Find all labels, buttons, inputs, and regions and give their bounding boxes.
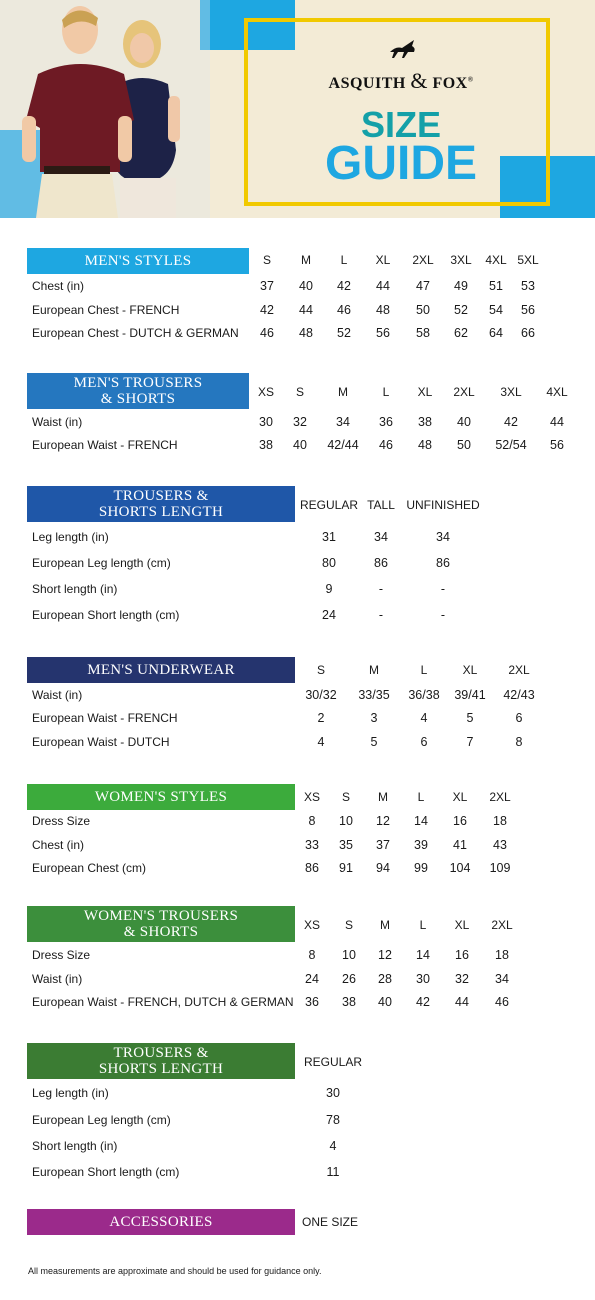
models-photo (0, 0, 210, 218)
section-header (27, 784, 295, 810)
fox-logo-icon (388, 38, 418, 60)
measurement-cell: 50 (457, 438, 471, 452)
measurement-cell: 42 (504, 415, 518, 429)
size-column-header: XL (462, 663, 478, 677)
measurement-cell: 35 (339, 838, 353, 852)
measurement-cell: 16 (455, 948, 469, 962)
row-label: European Leg length (cm) (32, 1113, 171, 1127)
measurement-cell: 86 (374, 556, 388, 570)
measurement-cell: 38 (342, 995, 356, 1009)
measurement-cell: 5 (370, 735, 378, 749)
measurement-cell: 42 (337, 279, 351, 293)
measurement-cell: 5 (466, 711, 474, 725)
measurement-cell: 32 (293, 415, 307, 429)
brand-logo (248, 68, 554, 94)
row-label: European Chest (cm) (32, 861, 147, 875)
section-header (27, 906, 295, 942)
measurement-cell: 8 (308, 814, 316, 828)
measurement-cell: - (378, 608, 384, 622)
row-label: Dress Size (32, 948, 91, 962)
size-column-header: 4XL (485, 253, 507, 267)
size-column-header: 3XL (500, 385, 522, 399)
measurement-cell: 12 (378, 948, 392, 962)
measurement-cell: 33/35 (358, 688, 390, 702)
size-column-header: M (301, 253, 311, 267)
section-title: MEN'S UNDERWEAR (87, 662, 235, 678)
measurement-cell: 39/41 (454, 688, 486, 702)
measurement-cell: 56 (521, 303, 535, 317)
size-column-header: TALL (367, 498, 395, 512)
row-label: European Leg length (cm) (32, 556, 171, 570)
section-title: WOMEN'S TROUSERS & SHORTS (83, 908, 239, 940)
title-size: SIZE (360, 104, 441, 145)
size-column-header: 2XL (412, 253, 434, 267)
section-header (27, 486, 295, 522)
size-column-header: M (338, 385, 348, 399)
measurement-cell: 33 (305, 838, 319, 852)
measurement-cell: 41 (453, 838, 467, 852)
measurement-cell: 30 (416, 972, 430, 986)
row-label: Waist (in) (32, 972, 83, 986)
measurement-cell: 36 (305, 995, 319, 1009)
row-label: Chest (in) (32, 279, 85, 293)
size-column-header: XL (454, 918, 470, 932)
size-column-header: L (419, 918, 427, 932)
measurement-cell: 4 (420, 711, 428, 725)
measurement-cell: 91 (339, 861, 353, 875)
row-label: European Waist - FRENCH, DUTCH & GERMAN (32, 995, 294, 1009)
header-banner (0, 0, 595, 218)
measurement-cell: 44 (550, 415, 564, 429)
size-column-header: M (380, 918, 390, 932)
measurement-cell: 49 (454, 279, 468, 293)
measurement-cell: 42/43 (503, 688, 535, 702)
measurement-cell: 10 (342, 948, 356, 962)
row-label: European Short length (cm) (32, 1165, 180, 1179)
brand-name-right: FOX (432, 75, 468, 92)
row-label: Chest (in) (32, 838, 85, 852)
size-column-header: ONE SIZE (301, 1215, 359, 1229)
size-column-header: S (316, 663, 326, 677)
brand-ampersand: & (410, 68, 428, 93)
footnote: All measurements are approximate and should be used for guidance only. (28, 1266, 322, 1276)
measurement-cell: - (440, 608, 446, 622)
size-column-header: XS (257, 385, 275, 399)
section-title: ACCESSORIES (109, 1214, 213, 1230)
measurement-cell: 4 (317, 735, 325, 749)
measurement-cell: 24 (305, 972, 319, 986)
measurement-cell: 52 (454, 303, 468, 317)
measurement-cell: 36/38 (408, 688, 440, 702)
measurement-cell: 34 (336, 415, 350, 429)
size-column-header: S (295, 385, 305, 399)
row-label: Dress Size (32, 814, 91, 828)
logo-frame (244, 18, 550, 206)
row-label: European Waist - FRENCH (32, 711, 178, 725)
measurement-cell: 42 (416, 995, 430, 1009)
measurement-cell: 11 (326, 1165, 340, 1179)
size-column-header: 5XL (517, 253, 539, 267)
measurement-cell: 43 (493, 838, 507, 852)
measurement-cell: 18 (493, 814, 507, 828)
size-column-header: XS (303, 790, 321, 804)
measurement-cell: 66 (521, 326, 535, 340)
measurement-cell: 104 (449, 861, 471, 875)
measurement-cell: 37 (376, 838, 390, 852)
size-column-header: S (344, 918, 354, 932)
section-header (27, 1209, 295, 1235)
measurement-cell: 12 (376, 814, 390, 828)
measurement-cell: 51 (489, 279, 503, 293)
size-column-header: L (340, 253, 348, 267)
size-column-header: 3XL (450, 253, 472, 267)
section-title: TROUSERS & SHORTS LENGTH (98, 1045, 224, 1077)
size-column-header: M (369, 663, 379, 677)
measurement-cell: 36 (379, 415, 393, 429)
measurement-cell: 34 (436, 530, 450, 544)
section-title: MEN'S STYLES (84, 253, 192, 269)
measurement-cell: 48 (418, 438, 432, 452)
measurement-cell: 30 (326, 1086, 340, 1100)
section-title: WOMEN'S STYLES (94, 789, 228, 805)
row-label: Waist (in) (32, 415, 83, 429)
measurement-cell: 8 (515, 735, 523, 749)
measurement-cell: 6 (420, 735, 428, 749)
size-column-header: REGULAR (303, 1055, 363, 1069)
size-column-header: UNFINISHED (406, 498, 480, 512)
measurement-cell: 38 (259, 438, 273, 452)
measurement-cell: 44 (455, 995, 469, 1009)
measurement-cell: 86 (305, 861, 319, 875)
measurement-cell: 39 (414, 838, 428, 852)
size-column-header: S (262, 253, 272, 267)
measurement-cell: 34 (495, 972, 509, 986)
measurement-cell: 47 (416, 279, 430, 293)
measurement-cell: 80 (322, 556, 336, 570)
measurement-cell: 7 (466, 735, 474, 749)
measurement-cell: - (440, 582, 446, 596)
measurement-cell: 62 (454, 326, 468, 340)
measurement-cell: 2 (317, 711, 325, 725)
measurement-cell: 30/32 (305, 688, 337, 702)
measurement-cell: 109 (489, 861, 511, 875)
size-column-header: 2XL (508, 663, 530, 677)
brand-name-left: ASQUITH (328, 75, 406, 92)
size-column-header: 2XL (453, 385, 475, 399)
size-column-header: XL (417, 385, 433, 399)
measurement-cell: 46 (495, 995, 509, 1009)
measurement-cell: 78 (326, 1113, 340, 1127)
brand-registered: ® (467, 75, 474, 84)
measurement-cell: 40 (299, 279, 313, 293)
measurement-cell: 30 (259, 415, 273, 429)
measurement-cell: 32 (455, 972, 469, 986)
measurement-cell: 54 (489, 303, 503, 317)
measurement-cell: 44 (299, 303, 313, 317)
measurement-cell: 48 (376, 303, 390, 317)
size-column-header: 4XL (546, 385, 568, 399)
size-column-header: 2XL (489, 790, 511, 804)
row-label: Short length (in) (32, 582, 118, 596)
measurement-cell: 14 (416, 948, 430, 962)
measurement-cell: 16 (453, 814, 467, 828)
section-header (27, 248, 249, 274)
row-label: Short length (in) (32, 1139, 118, 1153)
measurement-cell: 28 (378, 972, 392, 986)
row-label: Waist (in) (32, 688, 83, 702)
measurement-cell: 44 (376, 279, 390, 293)
measurement-cell: 56 (550, 438, 564, 452)
row-label: European Chest - DUTCH & GERMAN (32, 326, 239, 340)
measurement-cell: 86 (436, 556, 450, 570)
section-title: TROUSERS & SHORTS LENGTH (98, 488, 224, 520)
measurement-cell: 94 (376, 861, 390, 875)
measurement-cell: 34 (374, 530, 388, 544)
measurement-cell: 42/44 (327, 438, 359, 452)
size-column-header: 2XL (491, 918, 513, 932)
row-label: European Waist - FRENCH (32, 438, 178, 452)
measurement-cell: 9 (325, 582, 333, 596)
measurement-cell: 52 (337, 326, 351, 340)
measurement-cell: 64 (489, 326, 503, 340)
measurement-cell: 10 (339, 814, 353, 828)
row-label: European Chest - FRENCH (32, 303, 180, 317)
measurement-cell: 99 (414, 861, 428, 875)
measurement-cell: 6 (515, 711, 523, 725)
size-column-header: XL (452, 790, 468, 804)
row-label: Leg length (in) (32, 1086, 109, 1100)
measurement-cell: 52/54 (495, 438, 527, 452)
measurement-cell: 3 (370, 711, 378, 725)
measurement-cell: 48 (299, 326, 313, 340)
size-column-header: XL (375, 253, 391, 267)
size-column-header: REGULAR (299, 498, 359, 512)
size-column-header: L (420, 663, 428, 677)
measurement-cell: 46 (379, 438, 393, 452)
measurement-cell: 53 (521, 279, 535, 293)
measurement-cell: 50 (416, 303, 430, 317)
measurement-cell: 31 (322, 530, 336, 544)
measurement-cell: 8 (308, 948, 316, 962)
measurement-cell: - (378, 582, 384, 596)
section-header (27, 657, 295, 683)
row-label: European Short length (cm) (32, 608, 180, 622)
row-label: European Waist - DUTCH (32, 735, 170, 749)
section-header (27, 373, 249, 409)
measurement-cell: 37 (260, 279, 274, 293)
measurement-cell: 40 (293, 438, 307, 452)
measurement-cell: 40 (457, 415, 471, 429)
size-column-header: L (417, 790, 425, 804)
title-guide: GUIDE (324, 137, 477, 190)
size-column-header: S (341, 790, 351, 804)
measurement-cell: 56 (376, 326, 390, 340)
row-label: Leg length (in) (32, 530, 109, 544)
measurement-cell: 26 (342, 972, 356, 986)
measurement-cell: 14 (414, 814, 428, 828)
section-title: MEN'S TROUSERS & SHORTS (73, 375, 203, 407)
measurement-cell: 46 (337, 303, 351, 317)
section-header (27, 1043, 295, 1079)
size-column-header: XS (303, 918, 321, 932)
measurement-cell: 42 (260, 303, 274, 317)
measurement-cell: 58 (416, 326, 430, 340)
measurement-cell: 4 (329, 1139, 337, 1153)
size-column-header: M (378, 790, 388, 804)
measurement-cell: 38 (418, 415, 432, 429)
measurement-cell: 46 (260, 326, 274, 340)
size-column-header: L (382, 385, 390, 399)
measurement-cell: 24 (322, 608, 336, 622)
measurement-cell: 40 (378, 995, 392, 1009)
measurement-cell: 18 (495, 948, 509, 962)
